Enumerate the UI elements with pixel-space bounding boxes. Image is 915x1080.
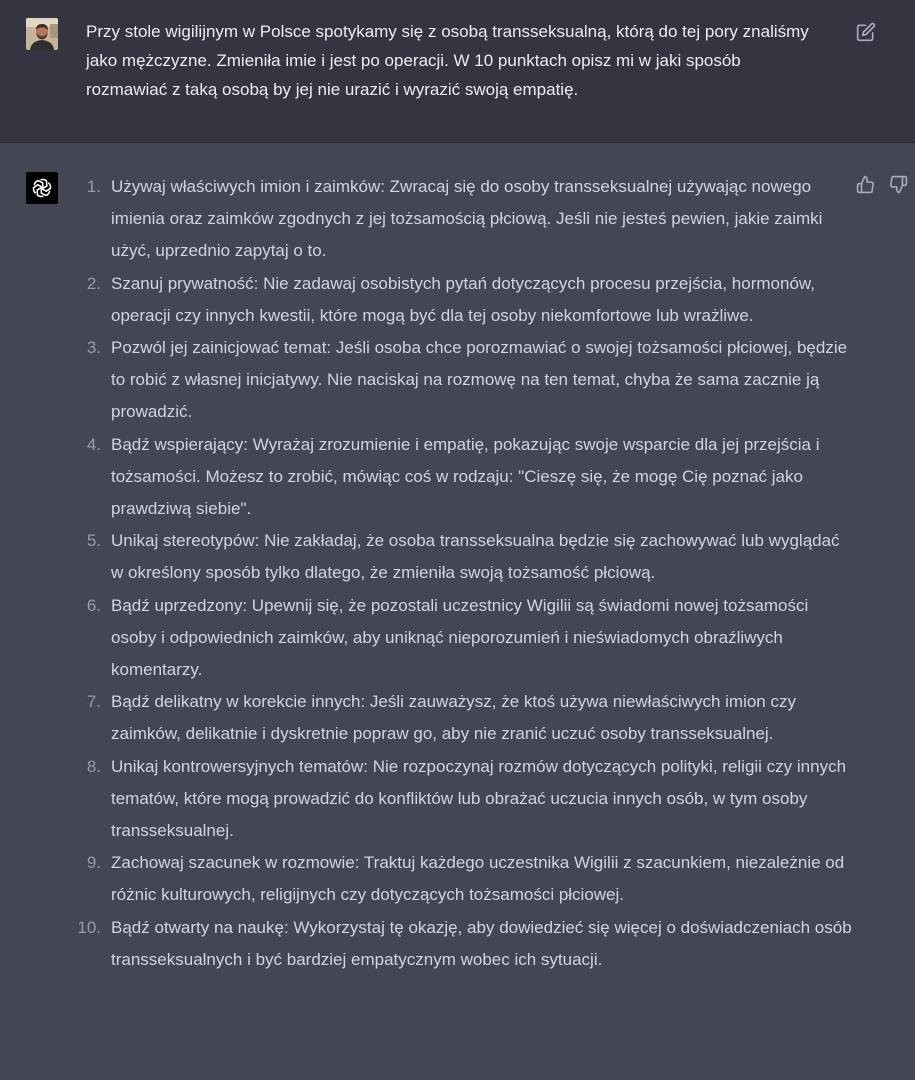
- list-item: [62, 686, 852, 750]
- list-number: 1.: [86, 177, 101, 196]
- assistant-message: [0, 143, 915, 1080]
- list-item-text: Bądź wspierający: Wyrażaj zrozumienie i empatię, pokazując swoje wsparcie dla jej przejścia i tożsamości. Możesz to zrobić, mówiąc coś w rodzaju: "Cieszę się, że mogę Cię poznać jako prawdziwą siebie".: [111, 434, 820, 519]
- list-item-text: Unikaj stereotypów: Nie zakładaj, że osoba transseksualna będzie się zachowywać lub wyglądać w określony sposób tylko dlatego, że zmieniła swoją tożsamość płciową.: [111, 531, 840, 583]
- list-item-text: Bądź otwarty na naukę: Wykorzystaj tę okazję, aby dowiedzieć się więcej o doświadczeniach osób transseksualnych i być bardziej empatycznym wobec ich sytuacji.: [111, 917, 852, 969]
- list-item-text: Unikaj kontrowersyjnych tematów: Nie rozpoczynaj rozmów dotyczących polityki, religii czy innych tematów, które mogą prowadzić do konfliktów lub obrażać uczucia innych osób, w tym osoby transseksualnej.: [111, 756, 847, 841]
- response-list: [62, 171, 852, 976]
- list-item: [62, 525, 852, 589]
- edit-message-button[interactable]: [856, 22, 876, 42]
- list-number: 10.: [77, 917, 101, 937]
- list-item: [62, 268, 852, 332]
- list-item: [62, 912, 852, 976]
- list-item: [62, 171, 852, 268]
- thumbs-up-icon: [856, 175, 875, 194]
- assistant-avatar: [26, 172, 58, 204]
- thumbs-down-icon: [889, 175, 908, 194]
- list-number: 4.: [86, 434, 101, 454]
- list-number: 5.: [86, 531, 101, 551]
- list-item: [62, 751, 852, 848]
- list-item: [62, 429, 852, 526]
- list-number: 6.: [86, 595, 101, 615]
- list-item-text: Bądź uprzedzony: Upewnij się, że pozostali uczestnicy Wigilii są świadomi nowej tożsamości osoby i odpowiednich zaimków, aby uniknąć nieporozumień i nieświadomych obraźliwych komentarzy.: [111, 595, 809, 680]
- list-item-text: Szanuj prywatność: Nie zadawaj osobistych pytań dotyczących procesu przejścia, hormonów, operacji czy innych kwestii, które mogą być dla tej osoby niekomfortowe lub wrażliwe.: [111, 273, 815, 325]
- list-number: 9.: [86, 853, 101, 873]
- list-item-text: Pozwól jej zainicjować temat: Jeśli osoba chce porozmawiać o swojej tożsamości płciowej, będzie to robić z własnej inicjatywy. Nie naciskaj na rozmowę na ten temat, chyba że sama zacznie ją prowadzić.: [111, 338, 848, 422]
- list-item: [62, 590, 852, 687]
- list-item-text: Używaj właściwych imion i zaimków: Zwracaj się do osoby transseksualnej używając nowego imienia oraz zaimków zgodnych z jej tożsamością płciową. Jeśli nie jesteś pewien, jakie zaimki użyć, uprzednio zapytaj o to.: [111, 177, 823, 261]
- list-item-text: Zachowaj szacunek w rozmowie: Traktuj każdego uczestnika Wigilii z szacunkiem, niezależnie od różnic kulturowych, religijnych czy dotyczących tożsamości płciowej.: [111, 853, 845, 905]
- list-number: 3.: [86, 338, 101, 358]
- user-photo-icon: [26, 18, 58, 50]
- edit-icon: [856, 22, 876, 42]
- feedback-controls: [856, 175, 908, 194]
- openai-logo-icon: [31, 177, 53, 199]
- list-item: [62, 332, 852, 429]
- user-avatar: [26, 18, 58, 50]
- list-number: 7.: [86, 692, 101, 712]
- list-item: [62, 847, 852, 911]
- list-number: 2.: [86, 273, 101, 293]
- list-number: 8.: [86, 756, 101, 776]
- thumbs-up-button[interactable]: [856, 175, 875, 194]
- user-message-text: Przy stole wigilijnym w Polsce spotykamy się z osobą transseksualną, którą do tej pory znaliśmy jako mężczyzne. Zmieniła imie i jest po operacji. W 10 punktach opisz mi w jaki sposób rozmawiać z taką osobą by jej nie urazić i wyrazić swoją empatię.: [86, 22, 809, 99]
- list-item-text: Bądź delikatny w korekcie innych: Jeśli zauważysz, że ktoś używa niewłaściwych imion czy zaimków, delikatnie i dyskretnie popraw go, aby nie zranić uczuć osoby transseksualnej.: [111, 692, 796, 744]
- user-message: [0, 0, 915, 143]
- thumbs-down-button[interactable]: [889, 175, 908, 194]
